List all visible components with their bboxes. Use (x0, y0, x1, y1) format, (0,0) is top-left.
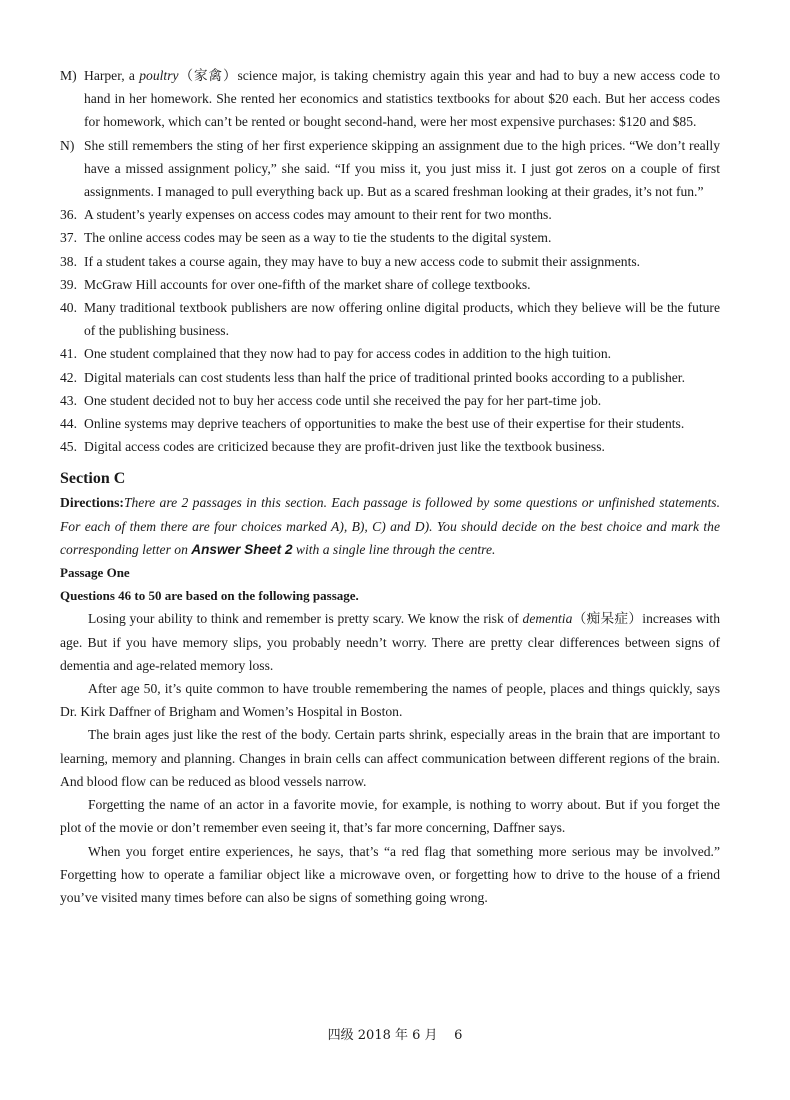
term-poultry: poultry (139, 68, 179, 83)
question-item: 41. One student complained that they now had to pay for access codes in addition to the high tuition. (60, 346, 612, 362)
directions-label: Directions: (60, 495, 124, 511)
directions: Directions:There are 2 passages in this section. Each passage is followed by some questions or unfinished statements. For each of them there are four choices marked A), B), C) and D). You should decide on the best choice and mark the corresponding letter on Answer Sheet 2 with a single line through the centre. (60, 495, 720, 557)
passage-title: Passage One (60, 565, 130, 581)
question-item: 40. Many traditional textbook publishers are now offering online digital products, which they believe will be the future of the publishing business. (60, 300, 720, 339)
section-title: Section C (60, 470, 126, 488)
passage-paragraph: The brain ages just like the rest of the body. Certain parts shrink, especially areas in the brain that are important to learning, memory and planning. Changes in brain cells can affect communication between different regions of the brain. And blood flow can be reduced as blood vessels narrow. (60, 727, 720, 789)
paragraph-label: N) (60, 137, 75, 153)
footer-exam-label: 四级 2018 年 6 月 (327, 1028, 438, 1043)
question-item: 39. McGraw Hill accounts for over one-fifth of the market share of college textbooks. (60, 276, 531, 292)
passage-paragraph: When you forget entire experiences, he says, that’s “a red flag that something more serious may be involved.” Forgetting how to operate a familiar object like a microwave oven, or forgetting how to drive to the house of a friend you’ve visited many times before can also be signs of something going wrong. (60, 843, 720, 905)
paragraph-m: M) Harper, a poultry（家禽）science major, is taking chemistry again this year and had to buy a new access code to hand in her homework. She rented her economics and statistics textbooks for about $20 each. But her access codes for homework, which can’t be rented or bought second-hand, were her most expensive purchases: $120 and $85. (60, 64, 720, 134)
question-item: 36. A student’s yearly expenses on access codes may amount to their rent for two months. (60, 207, 552, 223)
question-item: 44. Online systems may deprive teachers of opportunities to make the best use of their expertise for their students. (60, 416, 685, 432)
passage-paragraph: Losing your ability to think and remember is pretty scary. We know the risk of dementia（痴呆症）increases with age. But if you have memory slips, you probably needn’t worry. There are pretty clear differences between signs of dementia and age-related memory loss. (60, 611, 720, 673)
question-item: 43. One student decided not to buy her access code until she received the pay for her part-time job. (60, 392, 602, 408)
answer-sheet-label: Answer Sheet 2 (191, 541, 293, 557)
page-footer (0, 1024, 790, 1043)
question-item: 42. Digital materials can cost students less than half the price of traditional printed books according to a publisher. (60, 369, 685, 385)
term-dementia: dementia (522, 611, 573, 627)
question-item: 38. If a student takes a course again, they may have to buy a new access code to submit their assignments. (60, 253, 641, 269)
passage-paragraph: Forgetting the name of an actor in a favorite movie, for example, is nothing to worry about. But if you forget the plot of the movie or don’t remember even seeing it, that’s far more concerning, Daffner says. (60, 797, 720, 836)
question-item: 45. Digital access codes are criticized because they are profit-driven just like the textbook business. (60, 439, 605, 455)
document-page (60, 64, 720, 909)
paragraph-label: M) (60, 68, 77, 83)
question-list (60, 203, 720, 458)
paragraph-n: N) She still remembers the sting of her first experience skipping an assignment due to the high prices. “We don’t really have a missed assignment policy,” she said. “If you miss it, you just miss it. I just got zeros on a couple of first assignments. I managed to pull everything back up. But as a scared freshman looking at their grades, it’s not fun.” (60, 134, 720, 204)
page-number: 6 (454, 1028, 463, 1043)
questions-range-heading: Questions 46 to 50 are based on the following passage. (60, 588, 359, 604)
question-item: 37. The online access codes may be seen as a way to tie the students to the digital system. (60, 230, 552, 246)
passage-paragraph: After age 50, it’s quite common to have trouble remembering the names of people, places and things quickly, says Dr. Kirk Daffner of Brigham and Women’s Hospital in Boston. (60, 681, 720, 720)
